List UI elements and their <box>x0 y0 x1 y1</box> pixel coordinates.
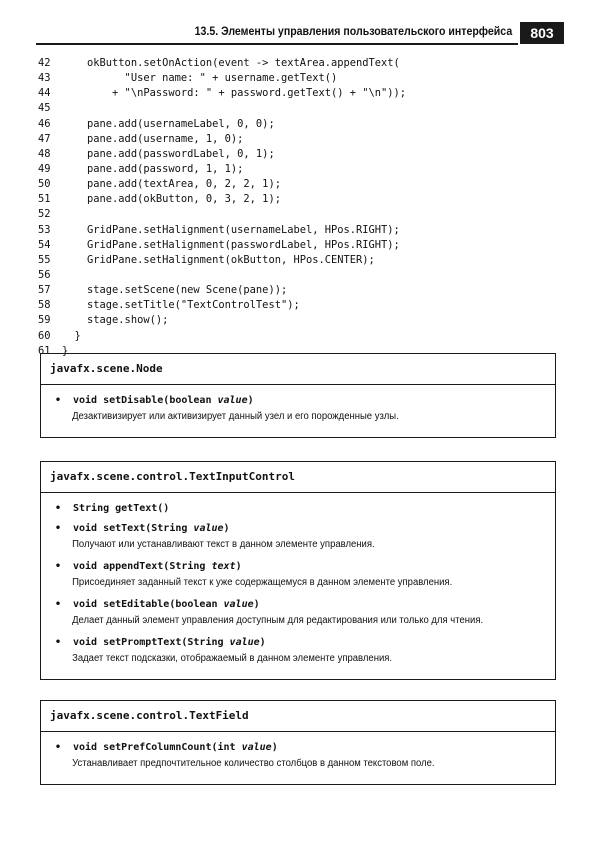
line-number: 58 <box>38 299 51 312</box>
code-line <box>38 253 406 268</box>
method-signature <box>55 393 545 409</box>
code-line <box>38 177 406 192</box>
signature-text: void setPrefColumnCount(int <box>73 742 242 753</box>
code-text: } <box>62 329 81 342</box>
code-line <box>38 162 406 177</box>
code-text: "User name: " + username.getText() <box>62 72 338 85</box>
code-text: stage.show(); <box>62 314 169 327</box>
line-number: 45 <box>38 102 51 115</box>
signature-text: void setDisable(boolean <box>73 395 218 406</box>
line-number: 43 <box>38 72 51 85</box>
bullet-icon: • <box>55 637 62 648</box>
bullet-icon: • <box>55 561 62 572</box>
code-line <box>38 329 406 344</box>
method-signature <box>55 521 545 537</box>
code-text: pane.add(usernameLabel, 0, 0); <box>62 117 275 130</box>
code-text: pane.add(passwordLabel, 0, 1); <box>62 147 275 160</box>
bullet-icon: • <box>55 599 62 610</box>
signature-param: text <box>211 561 236 572</box>
method-description: Делает данный элемент управления доступным для редактирования или только для чтения. <box>72 615 484 626</box>
method-description: Дезактивизирует или активизирует данный узел и его порожденные узлы. <box>72 411 399 422</box>
code-line <box>38 283 406 298</box>
signature-text: void appendText(String <box>73 561 212 572</box>
code-line <box>38 71 406 86</box>
page-header <box>36 22 564 44</box>
line-number: 53 <box>38 223 51 236</box>
code-line <box>38 298 406 313</box>
code-text: pane.add(textArea, 0, 2, 2, 1); <box>62 178 281 191</box>
line-number: 42 <box>38 57 51 69</box>
code-line <box>38 56 406 71</box>
api-entry <box>55 635 545 667</box>
bullet-icon: • <box>55 395 62 406</box>
line-number: 50 <box>38 178 51 191</box>
api-class-name: javafx.scene.control.TextInputControl <box>41 462 555 493</box>
header-rule <box>36 43 518 45</box>
code-text: + "\nPassword: " + password.getText() + "\n")); <box>62 87 407 100</box>
code-text: } <box>62 344 69 357</box>
signature-text: String getText() <box>73 503 170 514</box>
code-text: GridPane.setHalignment(passwordLabel, HPos.RIGHT); <box>62 238 400 251</box>
line-number: 52 <box>38 208 51 221</box>
code-line <box>38 192 406 207</box>
api-entry <box>55 740 545 772</box>
signature-text: void setEditable(boolean <box>73 599 224 610</box>
code-line <box>38 117 406 132</box>
bullet-icon: • <box>55 523 62 534</box>
code-line <box>38 268 406 283</box>
line-number: 48 <box>38 147 51 160</box>
signature-text: void setPromptText(String <box>73 637 230 648</box>
line-number: 57 <box>38 284 51 297</box>
code-text: pane.add(password, 1, 1); <box>62 162 244 175</box>
bullet-icon: • <box>55 503 62 514</box>
signature-param: value <box>241 742 272 753</box>
code-line <box>38 101 406 116</box>
method-signature <box>55 597 545 613</box>
api-class-name: javafx.scene.control.TextField <box>41 701 555 732</box>
signature-param: value <box>229 637 260 648</box>
signature-param: value <box>217 395 248 406</box>
page-number: 803 <box>520 22 564 44</box>
line-number: 60 <box>38 329 51 342</box>
method-description: Устанавливает предпочтительное количество столбцов в данном текстовом поле. <box>72 758 435 769</box>
code-text: GridPane.setHalignment(okButton, HPos.CENTER); <box>62 253 375 266</box>
signature-param: value <box>193 523 224 534</box>
signature-text: void setText(String <box>73 523 194 534</box>
method-description: Присоединяет заданный текст к уже содержащемуся в данном элементе управления. <box>72 577 453 588</box>
method-signature <box>55 559 545 575</box>
section-title: 13.5. Элементы управления пользовательского интерфейса <box>194 26 512 38</box>
code-line <box>38 223 406 238</box>
api-entries <box>41 385 555 437</box>
api-box-textfield <box>40 700 556 785</box>
line-number: 54 <box>38 238 51 251</box>
method-description: Получают или устанавливают текст в данном элементе управления. <box>72 539 375 550</box>
api-entry <box>55 597 545 629</box>
code-line <box>38 147 406 162</box>
api-entries <box>41 732 555 784</box>
line-number: 49 <box>38 162 51 175</box>
api-entry <box>55 559 545 591</box>
signature-close: ) <box>247 395 254 406</box>
line-number: 51 <box>38 193 51 206</box>
line-number: 56 <box>38 268 51 281</box>
line-number: 47 <box>38 132 51 145</box>
code-line <box>38 313 406 328</box>
bullet-icon: • <box>55 742 62 753</box>
api-box-node <box>40 353 556 438</box>
code-text: pane.add(username, 1, 0); <box>62 132 244 145</box>
code-listing <box>38 56 406 359</box>
api-entry <box>55 521 545 553</box>
api-entry <box>55 501 545 517</box>
code-line <box>38 238 406 253</box>
api-entry <box>55 393 545 425</box>
signature-close: ) <box>223 523 230 534</box>
line-number: 59 <box>38 314 51 327</box>
signature-close: ) <box>253 599 260 610</box>
code-line <box>38 207 406 222</box>
line-number: 61 <box>38 344 51 357</box>
signature-close: ) <box>271 742 278 753</box>
line-number: 46 <box>38 117 51 130</box>
line-number: 44 <box>38 87 51 100</box>
code-text: GridPane.setHalignment(usernameLabel, HPos.RIGHT); <box>62 223 400 236</box>
signature-param: value <box>223 599 254 610</box>
method-signature <box>55 635 545 651</box>
api-box-textinputcontrol <box>40 461 556 680</box>
code-text: okButton.setOnAction(event -> textArea.appendText( <box>62 57 400 69</box>
method-description: Задает текст подсказки, отображаемый в данном элементе управления. <box>72 653 393 664</box>
signature-close: ) <box>235 561 242 572</box>
code-line <box>38 132 406 147</box>
code-text: stage.setScene(new Scene(pane)); <box>62 284 288 297</box>
signature-close: ) <box>259 637 266 648</box>
method-signature <box>55 501 545 517</box>
api-entries <box>41 493 555 679</box>
code-text: stage.setTitle("TextControlTest"); <box>62 299 300 312</box>
code-line <box>38 86 406 101</box>
method-signature <box>55 740 545 756</box>
line-number: 55 <box>38 253 51 266</box>
code-text: pane.add(okButton, 0, 3, 2, 1); <box>62 193 281 206</box>
api-class-name: javafx.scene.Node <box>41 354 555 385</box>
